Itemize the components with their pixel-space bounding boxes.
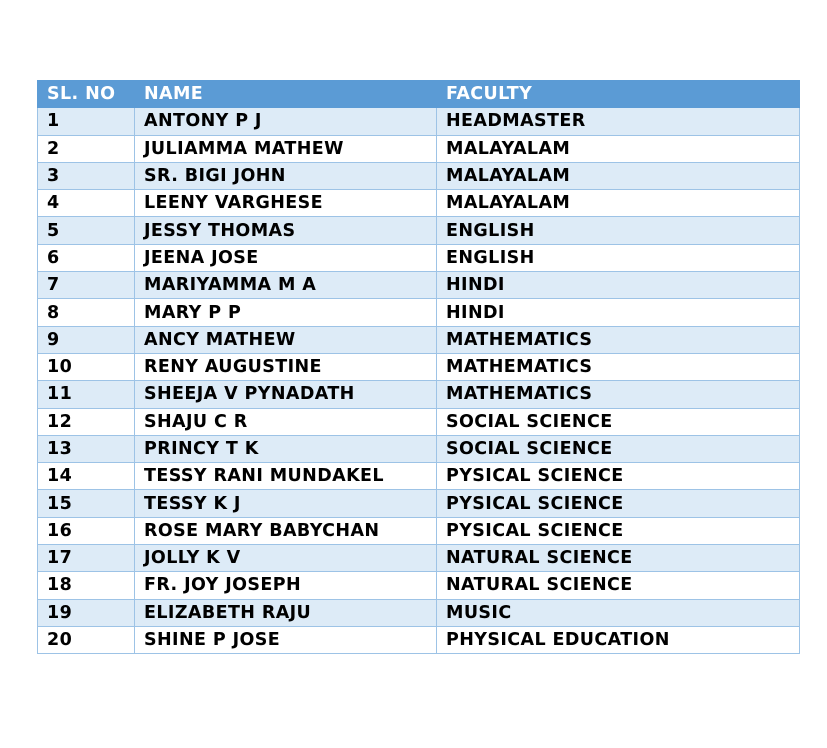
cell-faculty: PYSICAL SCIENCE [437, 517, 800, 544]
cell-faculty: MATHEMATICS [437, 381, 800, 408]
table-row [38, 408, 800, 435]
cell-faculty: SOCIAL SCIENCE [437, 408, 800, 435]
table-row [38, 162, 800, 189]
cell-name: TESSY RANI MUNDAKEL [135, 463, 437, 490]
column-header-faculty: FACULTY [437, 81, 800, 108]
cell-name: ANCY MATHEW [135, 326, 437, 353]
cell-faculty: PHYSICAL EDUCATION [437, 626, 800, 653]
cell-name: FR. JOY JOSEPH [135, 572, 437, 599]
table-row [38, 353, 800, 380]
table-header [38, 81, 800, 108]
table-row [38, 381, 800, 408]
cell-name: JEENA JOSE [135, 244, 437, 271]
cell-sl-no: 13 [38, 435, 135, 462]
cell-name: SR. BIGI JOHN [135, 162, 437, 189]
cell-sl-no: 20 [38, 626, 135, 653]
cell-faculty: HINDI [437, 299, 800, 326]
cell-faculty: NATURAL SCIENCE [437, 545, 800, 572]
cell-sl-no: 17 [38, 545, 135, 572]
table-row [38, 135, 800, 162]
cell-sl-no: 14 [38, 463, 135, 490]
table-row [38, 108, 800, 135]
cell-faculty: NATURAL SCIENCE [437, 572, 800, 599]
cell-name: TESSY K J [135, 490, 437, 517]
cell-sl-no: 10 [38, 353, 135, 380]
cell-sl-no: 12 [38, 408, 135, 435]
cell-name: ELIZABETH RAJU [135, 599, 437, 626]
cell-name: JULIAMMA MATHEW [135, 135, 437, 162]
cell-sl-no: 11 [38, 381, 135, 408]
cell-name: RENY AUGUSTINE [135, 353, 437, 380]
table-row [38, 626, 800, 653]
cell-name: MARY P P [135, 299, 437, 326]
table-row [38, 490, 800, 517]
cell-sl-no: 1 [38, 108, 135, 135]
cell-faculty: ENGLISH [437, 244, 800, 271]
cell-faculty: MALAYALAM [437, 135, 800, 162]
table-row [38, 217, 800, 244]
header-row [38, 81, 800, 108]
cell-name: PRINCY T K [135, 435, 437, 462]
table-row [38, 572, 800, 599]
table-row [38, 517, 800, 544]
column-header-sl-no: SL. NO [38, 81, 135, 108]
table-row [38, 272, 800, 299]
cell-faculty: ENGLISH [437, 217, 800, 244]
table-row [38, 599, 800, 626]
staff-table [37, 80, 800, 654]
cell-name: LEENY VARGHESE [135, 190, 437, 217]
cell-name: ANTONY P J [135, 108, 437, 135]
cell-sl-no: 7 [38, 272, 135, 299]
table-row [38, 326, 800, 353]
cell-faculty: SOCIAL SCIENCE [437, 435, 800, 462]
table-row [38, 545, 800, 572]
column-header-name: NAME [135, 81, 437, 108]
table-row [38, 435, 800, 462]
cell-name: JESSY THOMAS [135, 217, 437, 244]
cell-faculty: HEADMASTER [437, 108, 800, 135]
cell-name: SHAJU C R [135, 408, 437, 435]
cell-sl-no: 15 [38, 490, 135, 517]
cell-sl-no: 2 [38, 135, 135, 162]
cell-sl-no: 6 [38, 244, 135, 271]
table-body [38, 108, 800, 654]
cell-faculty: MATHEMATICS [437, 353, 800, 380]
cell-sl-no: 18 [38, 572, 135, 599]
table-row [38, 244, 800, 271]
cell-sl-no: 4 [38, 190, 135, 217]
table-row [38, 190, 800, 217]
cell-faculty: HINDI [437, 272, 800, 299]
cell-name: ROSE MARY BABYCHAN [135, 517, 437, 544]
cell-faculty: MALAYALAM [437, 190, 800, 217]
cell-faculty: MALAYALAM [437, 162, 800, 189]
cell-faculty: PYSICAL SCIENCE [437, 463, 800, 490]
cell-sl-no: 3 [38, 162, 135, 189]
cell-faculty: PYSICAL SCIENCE [437, 490, 800, 517]
cell-sl-no: 9 [38, 326, 135, 353]
cell-faculty: MUSIC [437, 599, 800, 626]
cell-sl-no: 19 [38, 599, 135, 626]
cell-name: JOLLY K V [135, 545, 437, 572]
table-row [38, 299, 800, 326]
cell-sl-no: 5 [38, 217, 135, 244]
cell-name: SHINE P JOSE [135, 626, 437, 653]
cell-name: MARIYAMMA M A [135, 272, 437, 299]
cell-faculty: MATHEMATICS [437, 326, 800, 353]
table-row [38, 463, 800, 490]
cell-sl-no: 16 [38, 517, 135, 544]
cell-sl-no: 8 [38, 299, 135, 326]
cell-name: SHEEJA V PYNADATH [135, 381, 437, 408]
